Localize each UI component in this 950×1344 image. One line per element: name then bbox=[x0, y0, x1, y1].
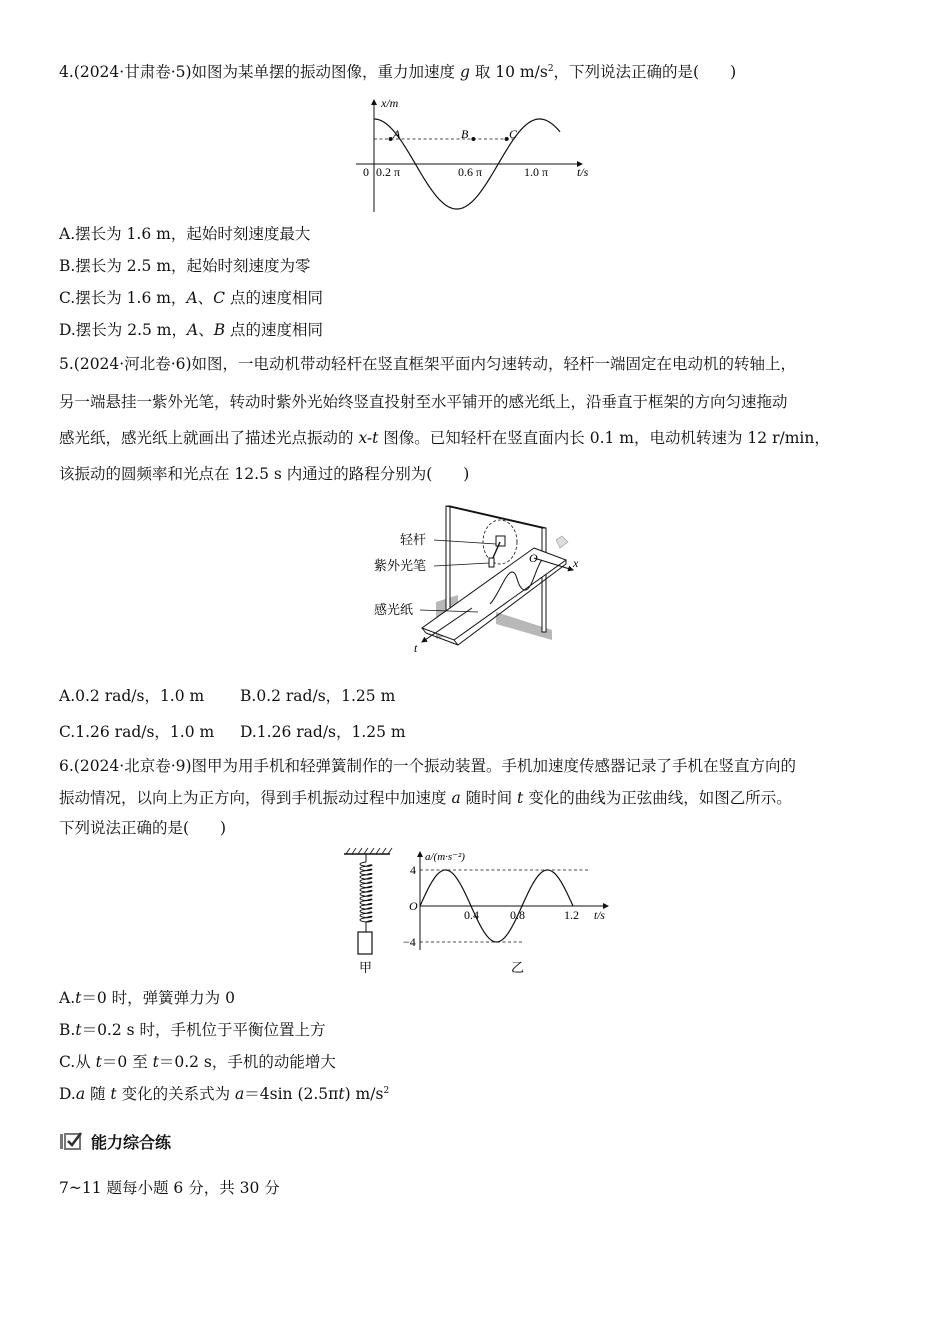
q5-options-row2 bbox=[59, 722, 406, 742]
x-axis-label: t/s bbox=[577, 165, 589, 179]
q5-stem-line4: 该振动的圆频率和光点在 12.5 s 内通过的路程分别为( ) bbox=[59, 465, 470, 483]
section-note: 7~11 题每小题 6 分，共 30 分 bbox=[59, 1179, 280, 1197]
tick-0-6pi: 0.6 π bbox=[458, 165, 483, 179]
q4-option-c[interactable]: C.摆长为 1.6 m，A、C 点的速度相同 bbox=[59, 289, 323, 307]
point-c bbox=[505, 137, 509, 141]
checklist-icon bbox=[59, 1131, 83, 1151]
q5-options-row1 bbox=[59, 686, 396, 706]
point-a bbox=[389, 137, 393, 141]
origin-label: O bbox=[409, 899, 418, 913]
q5-option-c[interactable]: C.1.26 rad/s，1.0 m bbox=[59, 723, 215, 741]
q6-option-b[interactable]: B.t＝0.2 s 时，手机位于平衡位置上方 bbox=[59, 1021, 326, 1039]
tick-1-2: 1.2 bbox=[564, 908, 579, 922]
point-b bbox=[471, 137, 475, 141]
q6-option-a[interactable]: A.t＝0 时，弹簧弹力为 0 bbox=[59, 989, 235, 1007]
tick-0-2pi: 0.2 π bbox=[376, 165, 401, 179]
callout-pen bbox=[434, 563, 489, 566]
q4-option-d[interactable]: D.摆长为 2.5 m，A、B 点的速度相同 bbox=[59, 321, 324, 339]
q5-option-d[interactable]: D.1.26 rad/s，1.25 m bbox=[240, 723, 406, 741]
q5-stem-line2: 另一端悬挂一紫外光笔，转动时紫外光始终竖直投射至水平铺开的感光纸上，沿垂直于框架的方向匀速拖动 bbox=[59, 393, 788, 411]
uv-pen bbox=[489, 558, 494, 567]
label-b: B bbox=[461, 127, 469, 141]
label-a: A bbox=[393, 127, 401, 141]
label-rod: 轻杆 bbox=[400, 532, 427, 547]
tick-1-0pi: 1.0 π bbox=[524, 165, 549, 179]
frame-top-bar bbox=[446, 506, 546, 528]
label-o: O bbox=[529, 551, 538, 565]
tick-min: −4 bbox=[403, 935, 416, 949]
tick-0-4: 0.4 bbox=[464, 908, 479, 922]
q6-stem-line1: 6.(2024·北京卷·9)图甲为用手机和轻弹簧制作的一个振动装置。手机加速度传感器记录了手机在竖直方向的 bbox=[59, 757, 797, 775]
q4-pendulum-graph bbox=[350, 94, 600, 216]
q5-apparatus-figure bbox=[366, 500, 590, 658]
q4-stem: 4.(2024·甘肃卷·5)如图为某单摆的振动图像，重力加速度 g 取 10 $m/s^2$，下列说法正确的是( ) bbox=[59, 63, 737, 81]
q6-option-d[interactable]: D.a 随 t 变化的关系式为 a＝4sin (2.5πt) $m/s^2$ bbox=[59, 1085, 390, 1103]
label-t: t bbox=[414, 641, 418, 655]
q5-stem-line3: 感光纸，感光纸上就画出了描述光点振动的 x-t 图像。已知轻杆在竖直面内长 0.1 m，电动机转速为 12 r/min， bbox=[59, 429, 830, 447]
tick-max: 4 bbox=[410, 863, 416, 877]
q6-spring-figure bbox=[338, 846, 398, 978]
callout-rod bbox=[434, 540, 496, 544]
q4-option-b[interactable]: B.摆长为 2.5 m，起始时刻速度为零 bbox=[59, 257, 311, 275]
q4-option-a[interactable]: A.摆长为 1.6 m，起始时刻速度最大 bbox=[59, 225, 311, 243]
ceiling-hatch bbox=[346, 848, 392, 854]
label-x: x bbox=[573, 556, 579, 570]
label-paper: 感光纸 bbox=[374, 602, 414, 617]
q6-option-c[interactable]: C.从 t＝0 至 t＝0.2 s，手机的动能增大 bbox=[59, 1053, 336, 1071]
light-beam-icon bbox=[556, 536, 568, 548]
section-title: 能力综合练 bbox=[91, 1132, 172, 1152]
origin-label: 0 bbox=[363, 165, 369, 179]
q6-acceleration-graph bbox=[400, 846, 620, 978]
label-yi: 乙 bbox=[511, 960, 525, 975]
label-jia: 甲 bbox=[359, 960, 373, 975]
motor-icon bbox=[496, 536, 505, 546]
spring-coil bbox=[360, 862, 372, 922]
tick-0-8: 0.8 bbox=[510, 908, 525, 922]
y-axis-label: a/(m·s⁻²) bbox=[425, 851, 465, 863]
label-c: C bbox=[509, 127, 518, 141]
q6-stem-line3: 下列说法正确的是( ) bbox=[59, 819, 227, 837]
section-header bbox=[59, 1130, 171, 1152]
x-axis-label: t/s bbox=[594, 910, 605, 922]
q5-option-a[interactable]: A.0.2 rad/s，1.0 m bbox=[59, 687, 205, 705]
q5-stem-line1: 5.(2024·河北卷·6)如图，一电动机带动轻杆在竖直框架平面内匀速转动，轻杆一端固定在电动机的转轴上， bbox=[59, 355, 797, 373]
q6-stem-line2: 振动情况，以向上为正方向，得到手机振动过程中加速度 a 随时间 t 变化的曲线为正弦曲线，如图乙所示。 bbox=[59, 789, 792, 807]
q5-option-b[interactable]: B.0.2 rad/s，1.25 m bbox=[240, 687, 396, 705]
frame-left-post bbox=[446, 506, 450, 616]
phone-block bbox=[358, 932, 372, 954]
y-axis-label: x/m bbox=[381, 96, 399, 110]
label-pen: 紫外光笔 bbox=[374, 558, 427, 573]
